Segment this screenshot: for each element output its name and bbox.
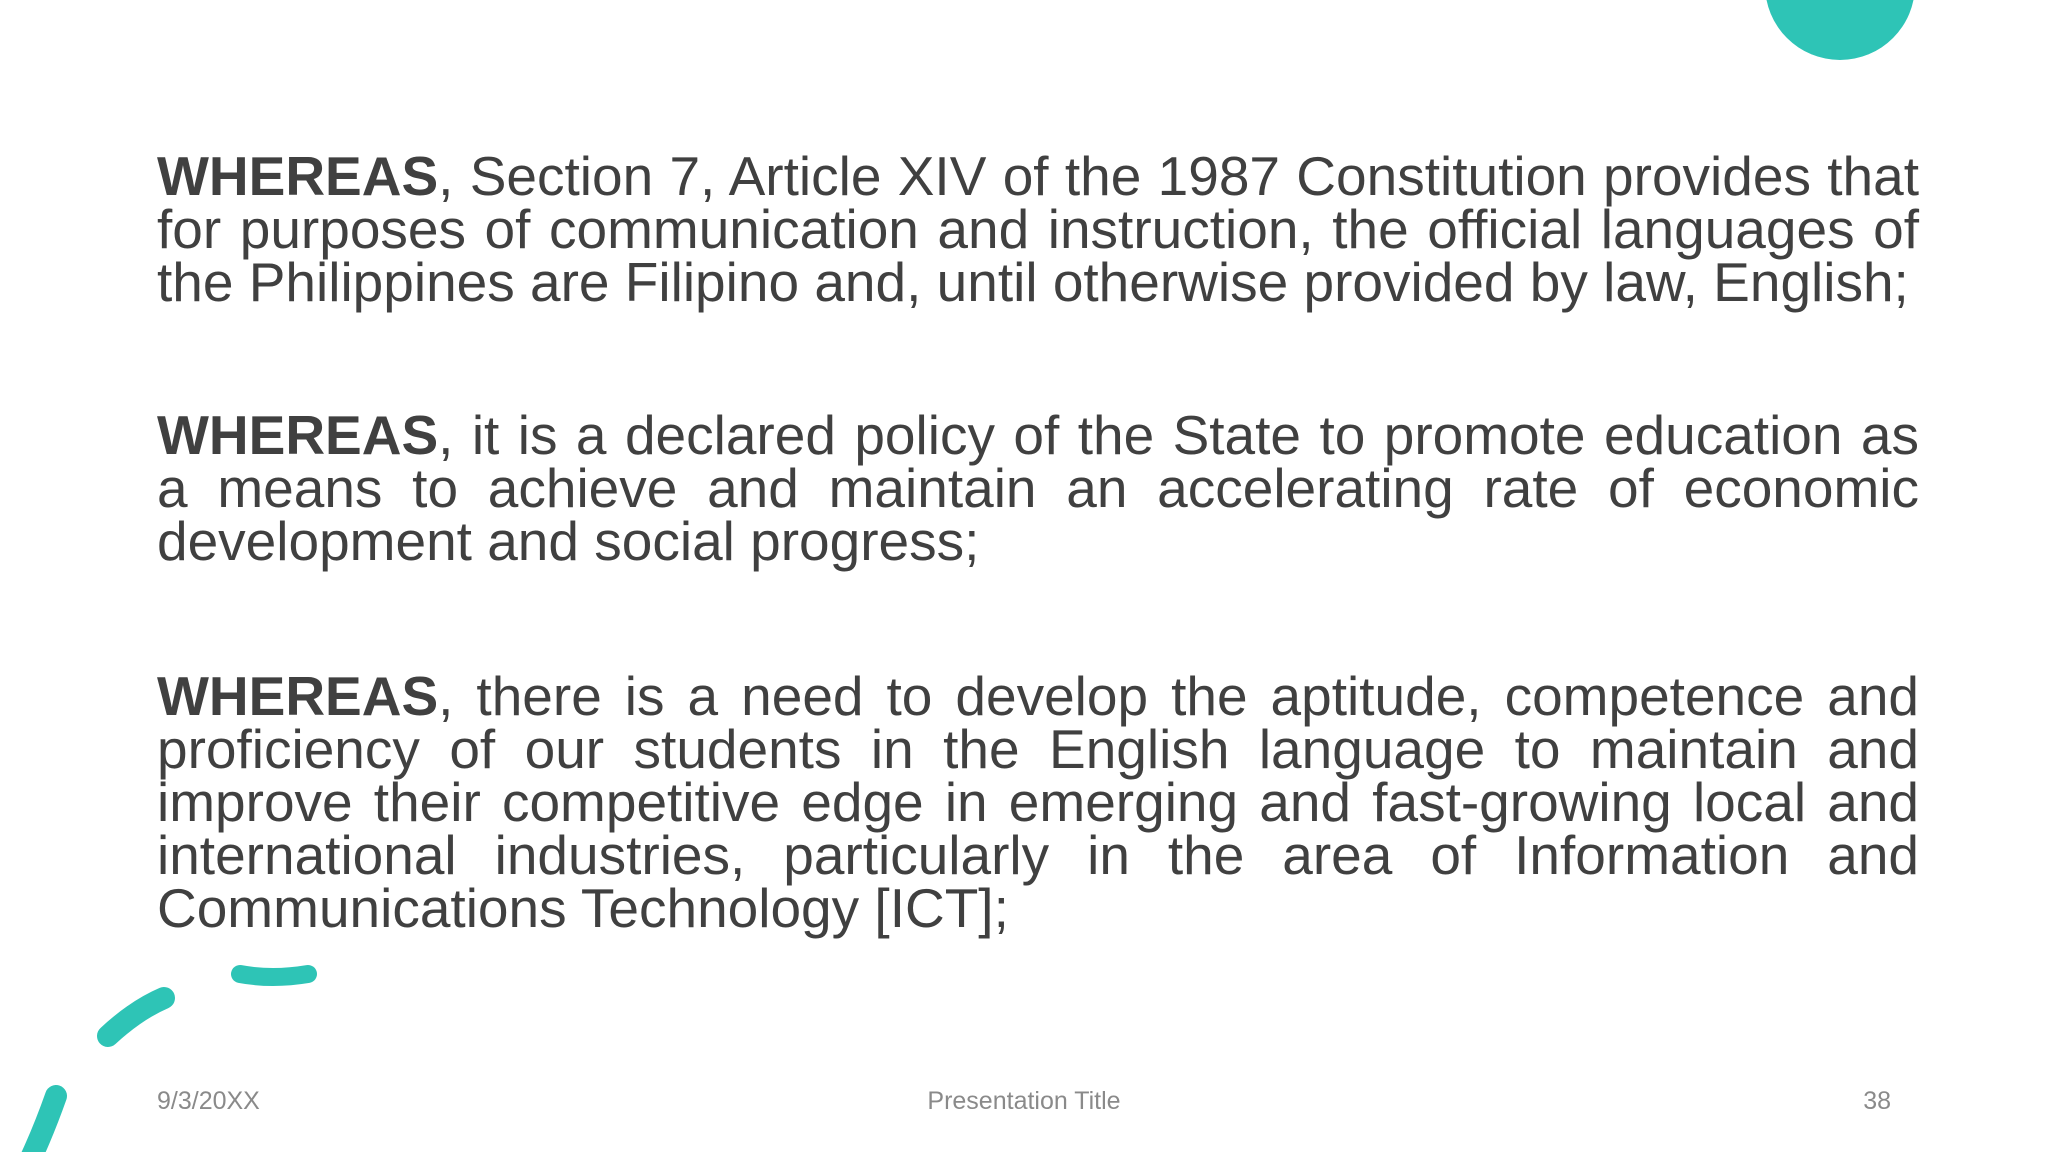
- paragraph-1: [157, 145, 1919, 313]
- footer-presentation-title: Presentation Title: [927, 1087, 1121, 1115]
- paragraph-1-keyword: WHEREAS: [157, 145, 439, 207]
- footer-page-number: 38: [1863, 1087, 1891, 1115]
- footer-date: 9/3/20XX: [157, 1087, 260, 1115]
- paragraph-2: [157, 404, 1919, 572]
- paragraph-3-keyword: WHEREAS: [157, 665, 439, 727]
- paragraph-1-text: , Section 7, Article XIV of the 1987 Constitution provides that for purposes of communication and instruction, the official languages of the Philippines are Filipino and, until otherwise provided by law, English;: [157, 145, 1919, 313]
- paragraph-2-keyword: WHEREAS: [157, 404, 439, 466]
- paragraph-3-text: , there is a need to develop the aptitude, competence and proficiency of our students in the English language to maintain and improve their competitive edge in emerging and fast-growing local and international industries, particularly in the area of Information and Communications Technology [ICT];: [157, 665, 1919, 939]
- paragraph-2-text: , it is a declared policy of the State to promote education as a means to achieve and maintain an accelerating rate of economic development and social progress;: [157, 404, 1919, 572]
- accent-stroke-decoration-1: [240, 974, 308, 977]
- accent-circle-decoration: [1765, 0, 1915, 60]
- accent-stroke-decoration-2: [108, 998, 164, 1036]
- slide-body: [157, 145, 1919, 939]
- paragraph-3: [157, 665, 1919, 939]
